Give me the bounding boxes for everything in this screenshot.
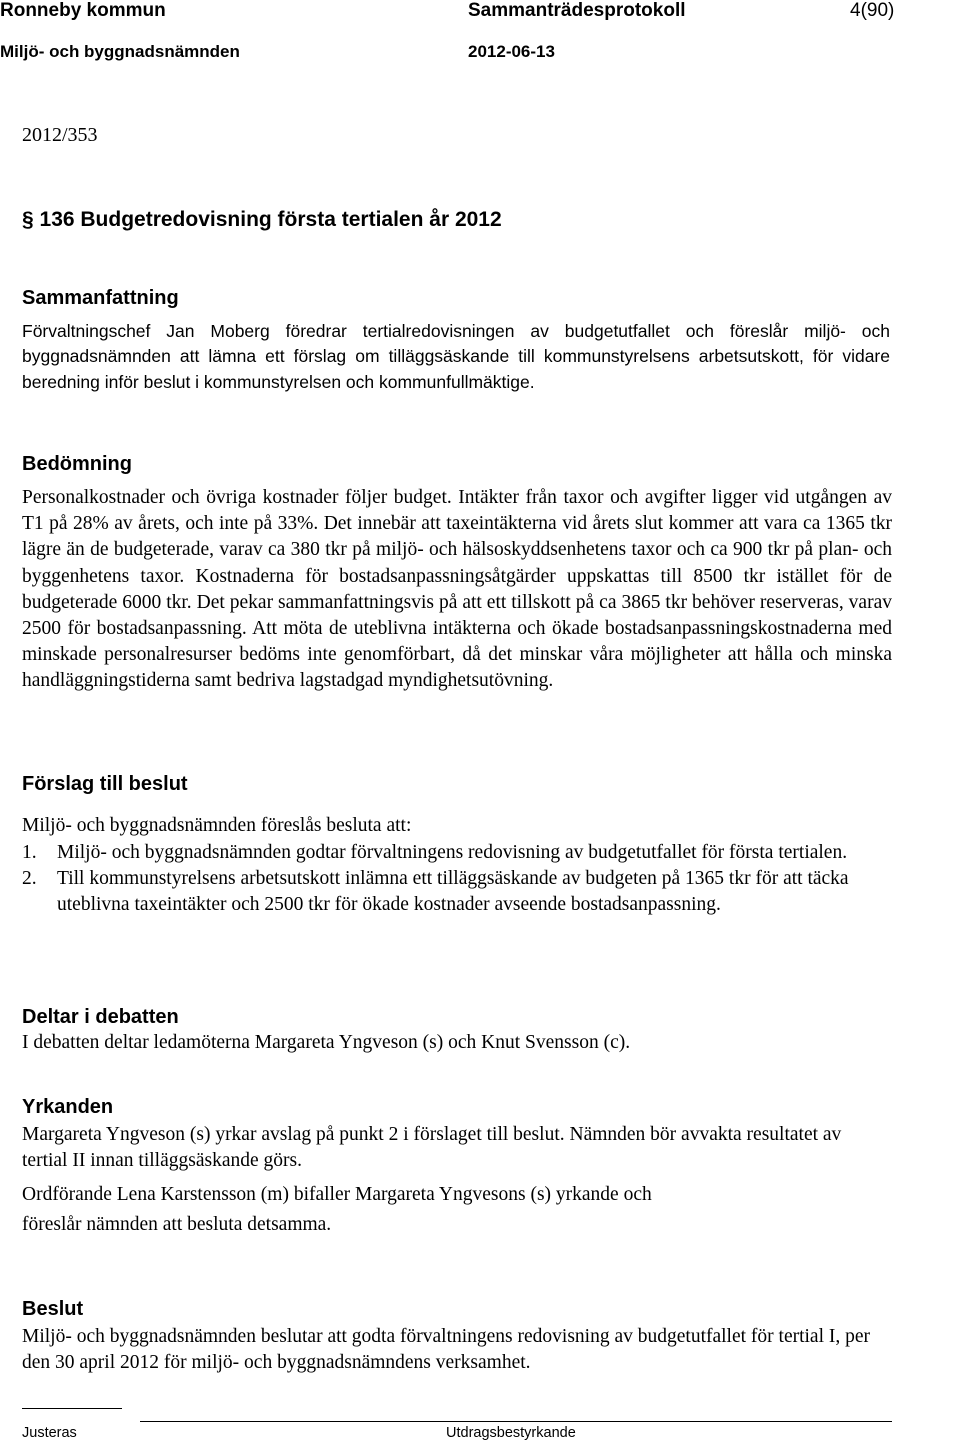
decision-heading: Beslut — [22, 1298, 84, 1320]
motions-heading: Yrkanden — [22, 1096, 114, 1118]
chair-motion-line-1: Ordförande Lena Karstensson (m) bifaller Margareta Yngvesons (s) yrkande och — [22, 1184, 652, 1205]
certification-label: Utdragsbestyrkande — [446, 1425, 576, 1441]
proposal-intro: Miljö- och byggnadsnämnden föreslås besluta att: — [22, 815, 412, 836]
justeras-signature-line — [22, 1408, 122, 1409]
proposal-item-text: Miljö- och byggnadsnämnden godtar förvaltningens redovisning av budgetutfallet för första tertialen. — [57, 842, 848, 863]
proposal-item-number: 1. — [22, 842, 37, 863]
proposal-heading: Förslag till beslut — [22, 773, 188, 795]
proposal-list — [22, 840, 892, 919]
document-type: Sammanträdesprotokoll — [468, 0, 686, 21]
motions-text: Margareta Yngveson (s) yrkar avslag på punkt 2 i förslaget till beslut. Nämnden bör avvakta resultatet av tertial II innan tilläggsäskande görs. — [22, 1124, 842, 1172]
summary-heading: Sammanfattning — [22, 287, 179, 309]
proposal-item-text: Till kommunstyrelsens arbetsutskott inlämna ett tilläggsäskande av budgeten på 1365 tkr för att täcka uteblivna taxeintäkter och 2500 tkr för ökade kostnader avseende bostadsanpassning. — [57, 868, 849, 916]
footer-rule — [140, 1421, 892, 1422]
debate-text: I debatten deltar ledamöterna Margareta Yngveson (s) och Knut Svensson (c). — [22, 1032, 631, 1053]
summary-text: Förvaltningschef Jan Moberg föredrar tertialredovisningen av budgetutfallet och föreslår miljö- och byggnadsnämnden att lämna ett förslag om tilläggsäskande till kommunstyrelsens arbetsutskott, för vidare beredning inför beslut i kommunstyrelsen och kommunfullmäktige. — [22, 321, 890, 392]
decision-text: Miljö- och byggnadsnämnden beslutar att godta förvaltningens redovisning av budgetutfallet för tertial I, per den 30 april 2012 för miljö- och byggnadsnämndens verksamhet. — [22, 1326, 871, 1374]
item-title: § 136 Budgetredovisning första tertialen år 2012 — [22, 208, 502, 231]
assessment-text: Personalkostnader och övriga kostnader följer budget. Intäkter från taxor och avgifter ligger vid utgången av T1 på 28% av årets, och inte på 33%. Det innebär att taxeintäkterna vid årets slut kommer att vara ca 1365 tkr lägre än de budgeterade, varav ca 380 tkr på miljö- och hälsoskyddsenhetens taxor och ca 900 tkr på plan- och byggenhetens taxor. Kostnaderna för bostadsanpassningsåtgärder uppskattas till 8500 tkr istället för de budgeterade 6000 tkr. Det pekar sammanfattningsvis på att ett tillskott på ca 3865 tkr behöver reserveras, varav 2500 för bostadsanpassning. Att möta de uteblivna intäkterna och ökade bostadsanpassningskostnaderna med minskade personalresurser bedöms inte genomförbart, då det minskar våra möjligheter att hålla och minska handläggningstiderna samt bedriva lagstadgad myndighetsutövning. — [22, 487, 892, 692]
proposal-item — [22, 840, 892, 866]
meeting-date: 2012-06-13 — [468, 42, 555, 61]
debate-heading: Deltar i debatten — [22, 1006, 179, 1028]
justeras-label: Justeras — [22, 1425, 77, 1441]
proposal-item-number: 2. — [22, 868, 37, 890]
organization-name: Ronneby kommun — [0, 0, 166, 21]
board-name: Miljö- och byggnadsnämnden — [0, 42, 240, 61]
case-reference: 2012/353 — [22, 124, 98, 146]
page-number: 4(90) — [850, 0, 895, 21]
assessment-heading: Bedömning — [22, 453, 132, 475]
proposal-item — [22, 866, 892, 918]
chair-motion-line-2: föreslår nämnden att besluta detsamma. — [22, 1214, 332, 1235]
